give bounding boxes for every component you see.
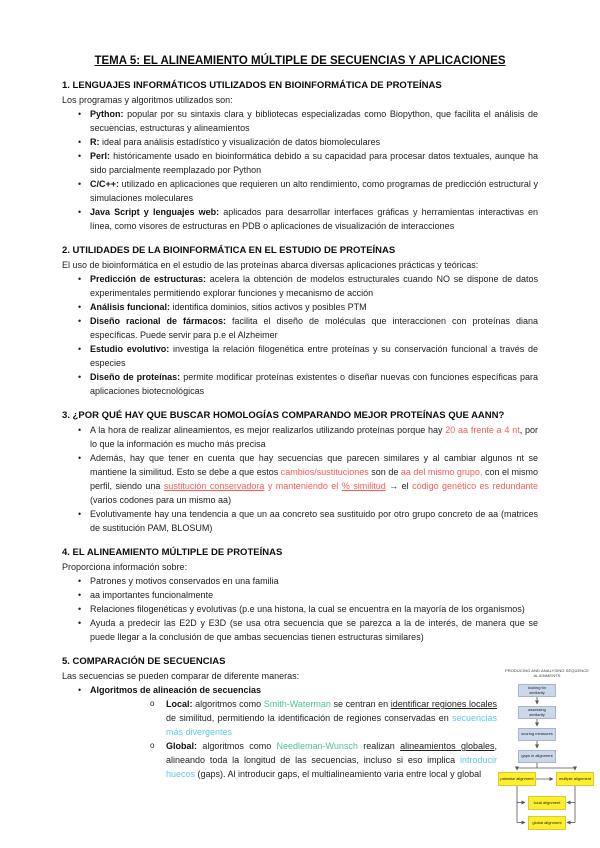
bullet-item	[62, 149, 538, 177]
text-segment: identifica dominios, sitios activos y posibles PTM	[172, 302, 367, 312]
flowchart-box-pairwise-alignment: pairwise alignment	[498, 772, 536, 786]
text-segment: aa importantes funcionalmente	[90, 590, 214, 600]
bullet-text	[90, 109, 538, 133]
text-segment: Evolutivamente hay una tendencia a que un aa concreto sea sustituido por otro grupo concreto de aa (matrices de sustitución PAM, BLOSUM)	[90, 509, 538, 533]
bullet-marker: •	[78, 425, 82, 435]
text-segment: Predicción de estructuras:	[90, 274, 210, 284]
flowchart-box-scoring-measures: scoring measures	[518, 728, 556, 741]
text-segment: → el	[385, 481, 413, 491]
bullet-item	[62, 451, 538, 507]
text-segment: (varios codones para un mismo aa)	[90, 495, 232, 505]
text-segment: popular por su sintaxis clara y bibliotecas especializadas como Biopython, que facilita el análisis de secuencias, estructuras y alineamientos	[90, 109, 539, 133]
text-segment: utilizado en aplicaciones que requieren un alto rendimiento, como programas de predicción estructural y simulaciones moleculares	[90, 179, 538, 203]
section-heading: 1. LENGUAJES INFORMÁTICOS UTILIZADOS EN BIOINFORMÁTICA DE PROTEÍNAS	[62, 80, 442, 91]
text-segment: código genético es redundante	[412, 481, 539, 491]
text-segment: sustitución conservadora	[163, 481, 265, 491]
text-segment: son de	[368, 467, 401, 477]
bullet-marker: •	[78, 274, 82, 284]
section-intro: Proporciona información sobre:	[62, 562, 188, 572]
bullet-item	[62, 370, 538, 398]
bullet-text	[90, 685, 261, 695]
bullet-item	[62, 342, 538, 370]
bullet-marker: •	[78, 453, 82, 463]
bullet-item	[62, 588, 538, 602]
bullet-item	[62, 697, 497, 739]
bullet-marker: •	[78, 109, 82, 119]
text-segment: alineamientos globales	[400, 741, 495, 751]
text-segment: aplicados para desarrollar interfaces gráficas y herramientas interactivas en línea, como visores de estructuras en PDB o aplicaciones de visualización de interacciones	[90, 207, 538, 231]
flowchart-box-looking-for-similarity: looking for similarity	[518, 684, 556, 697]
text-segment: A la hora de realizar alineamientos, es mejor realizarlos utilizando proteínas porque hay	[90, 425, 446, 435]
text-segment: algoritmos como	[195, 699, 264, 709]
bullet-marker: •	[78, 604, 82, 614]
bullet-marker: •	[78, 179, 82, 189]
bullet-text	[90, 316, 538, 340]
text-segment: Global:	[166, 741, 203, 751]
text-segment: % similitud	[341, 481, 386, 491]
bullet-text	[166, 699, 497, 737]
text-segment: , alineando toda la longitud de las secuencias, incluso si eso implica	[166, 741, 498, 765]
flowchart-box-global-alignment: global alignment	[528, 816, 566, 830]
text-segment: ideal para análisis estadístico y visualización de datos biomoleculares	[102, 137, 381, 147]
text-segment: introducir huecos	[166, 755, 497, 779]
bullet-text	[90, 302, 367, 312]
text-segment: permite modificar proteínas existentes o diseñar nuevas con funciones específicas para aplicaciones biotecnológicas	[90, 372, 538, 396]
bullet-text	[90, 576, 279, 586]
text-segment: Local:	[166, 699, 196, 709]
bullet-text	[90, 509, 538, 533]
text-segment: Python:	[90, 109, 128, 119]
text-segment: con el mismo perfil, siendo una	[90, 467, 538, 491]
document-body	[62, 79, 538, 781]
text-segment: facilita el diseño de moléculas que interaccionen con proteínas diana específicas. Puede servir para p.e el Alzheimer	[90, 316, 538, 340]
text-segment: Relaciones filogenéticas y evolutivas (p.e una histona, la cual se encuentra en la mayoría de los organismos)	[90, 604, 525, 614]
section-intro: El uso de bioinformática en el estudio de las proteínas abarca diversas aplicaciones prácticas y teóricas:	[62, 260, 479, 270]
bullet-marker: •	[78, 151, 82, 161]
bullet-item	[62, 683, 538, 697]
bullet-marker: •	[78, 509, 82, 519]
bullet-text	[90, 179, 538, 203]
section-heading: 5. COMPARACIÓN DE SECUENCIAS	[62, 656, 226, 667]
text-segment: identificar regiones locales	[390, 699, 497, 709]
bullet-text	[90, 453, 538, 505]
bullet-text	[90, 274, 538, 298]
text-segment: C/C++:	[90, 179, 122, 189]
bullet-text	[90, 604, 525, 614]
bullet-marker: •	[78, 137, 82, 147]
bullet-item	[62, 507, 538, 535]
text-segment: se centran en	[330, 699, 391, 709]
bullet-marker: •	[78, 576, 82, 586]
section-intro: Los programas y algoritmos utilizados son:	[62, 95, 233, 105]
text-segment: históricamente usado en bioinformática debido a su capacidad para procesar datos textuales, aunque ha sido parcialmente reemplazado por Python	[90, 151, 538, 175]
section	[62, 409, 538, 535]
text-segment: Algoritmos de alineación de secuencias	[90, 685, 262, 695]
bullet-marker: o	[150, 699, 155, 708]
text-segment: Diseño racional de fármacos:	[90, 316, 232, 326]
section-heading: 3. ¿POR QUÉ HAY QUE BUSCAR HOMOLOGÍAS COMPARANDO MEJOR PROTEÍNAS QUE AANN?	[62, 410, 505, 421]
bullet-text	[90, 151, 538, 175]
section	[62, 244, 538, 398]
flowchart-box-gaps-in-alignment: gaps in alignment	[518, 750, 556, 763]
section	[62, 546, 538, 644]
section-intro: Las secuencias se pueden comparar de diferente maneras:	[62, 671, 300, 681]
bullet-text	[90, 207, 538, 231]
text-segment: Java Script y lenguajes web:	[90, 207, 224, 217]
bullet-item	[62, 135, 538, 149]
bullet-text	[166, 741, 497, 779]
flowchart-title: PRODUCING AND ANALYSING SEQUENCE ALIGNMENTS	[504, 668, 590, 678]
bullet-item	[62, 107, 538, 135]
text-segment: acelera la obtención de modelos estructurales cuando NO se dispone de datos experimentales permitiendo explorar funciones y mecanismo de acción	[90, 274, 538, 298]
section	[62, 79, 538, 233]
bullet-item	[62, 177, 538, 205]
bullet-text	[90, 590, 213, 600]
text-segment: cambios/sustituciones	[280, 467, 369, 477]
text-segment: realizan	[357, 741, 401, 751]
text-segment: de similitud, permitiendo la identificación de regiones conservadas en	[166, 713, 452, 723]
flowchart-box-multiple-alignment: multiple alignment	[556, 772, 594, 786]
bullet-marker: •	[78, 207, 82, 217]
bullet-text	[90, 425, 538, 449]
bullet-marker: •	[78, 618, 82, 628]
bullet-text	[90, 137, 380, 147]
bullet-text	[90, 344, 538, 368]
text-segment: (gaps). Al introducir gaps, el multialineamiento varia entre local y global	[195, 769, 482, 779]
bullet-marker: •	[78, 590, 82, 600]
text-segment: , por lo que la información es mucho más precisa	[90, 425, 538, 449]
flowchart-box-assessing-similarity: assessing similarity	[518, 706, 556, 719]
text-segment: Perl:	[90, 151, 114, 161]
text-segment: 20 aa frente a 4 nt	[445, 425, 520, 435]
text-segment: algoritmos como	[202, 741, 277, 751]
section-heading: 2. UTILIDADES DE LA BIOINFORMÁTICA EN EL ESTUDIO DE PROTEÍNAS	[62, 245, 396, 256]
text-segment: Patrones y motivos conservados en una familia	[90, 576, 279, 586]
text-segment: investiga la relación filogenética entre proteínas y su conservación funcional a través de especies	[90, 344, 538, 368]
bullet-item	[62, 616, 538, 644]
flowchart	[497, 668, 597, 846]
text-segment: aa del mismo grupo,	[400, 467, 483, 477]
bullet-marker: •	[78, 302, 82, 312]
bullet-marker: •	[78, 372, 82, 382]
flowchart-box-local-alignment: local alignment	[528, 796, 566, 810]
bullet-marker: •	[78, 344, 82, 354]
text-segment: Además, hay que tener en cuenta que hay secuencias que parecen similares y al cambiar algunos nt se mantiene la similitud. Esto se debe a que estos	[90, 453, 538, 477]
bullet-item	[62, 272, 538, 300]
bullet-marker: •	[78, 685, 82, 695]
text-segment: Estudio evolutivo:	[90, 344, 173, 354]
bullet-text	[90, 372, 538, 396]
text-segment: Needleman-Wunsch	[276, 741, 358, 751]
bullet-item	[62, 574, 538, 588]
text-segment: Diseño de proteínas:	[90, 372, 184, 382]
bullet-marker: o	[150, 741, 155, 750]
text-segment: y manteniendo el	[264, 481, 342, 491]
bullet-text	[90, 618, 538, 642]
text-segment: secuencias más divergentes	[166, 713, 497, 737]
text-segment: Ayuda a predecir las E2D y E3D (se usa otra secuencia que se parezca a la de interés, de manera que se puede llegar a la conclusión de que ambas secuencias tienen estructuras similares)	[90, 618, 538, 642]
bullet-item	[62, 300, 538, 314]
text-segment: R:	[90, 137, 102, 147]
bullet-item	[62, 423, 538, 451]
section	[62, 655, 538, 781]
document-title: TEMA 5: EL ALINEAMIENTO MÚLTIPLE DE SECUENCIAS Y APLICACIONES	[94, 55, 506, 67]
bullet-item	[62, 602, 538, 616]
bullet-item	[62, 739, 497, 781]
section-heading: 4. EL ALINEAMIENTO MÚLTIPLE DE PROTEÍNAS	[62, 547, 283, 558]
bullet-item	[62, 314, 538, 342]
text-segment: Smith-Waterman	[263, 699, 331, 709]
bullet-marker: •	[78, 316, 82, 326]
bullet-item	[62, 205, 538, 233]
text-segment: Análisis funcional:	[90, 302, 173, 312]
